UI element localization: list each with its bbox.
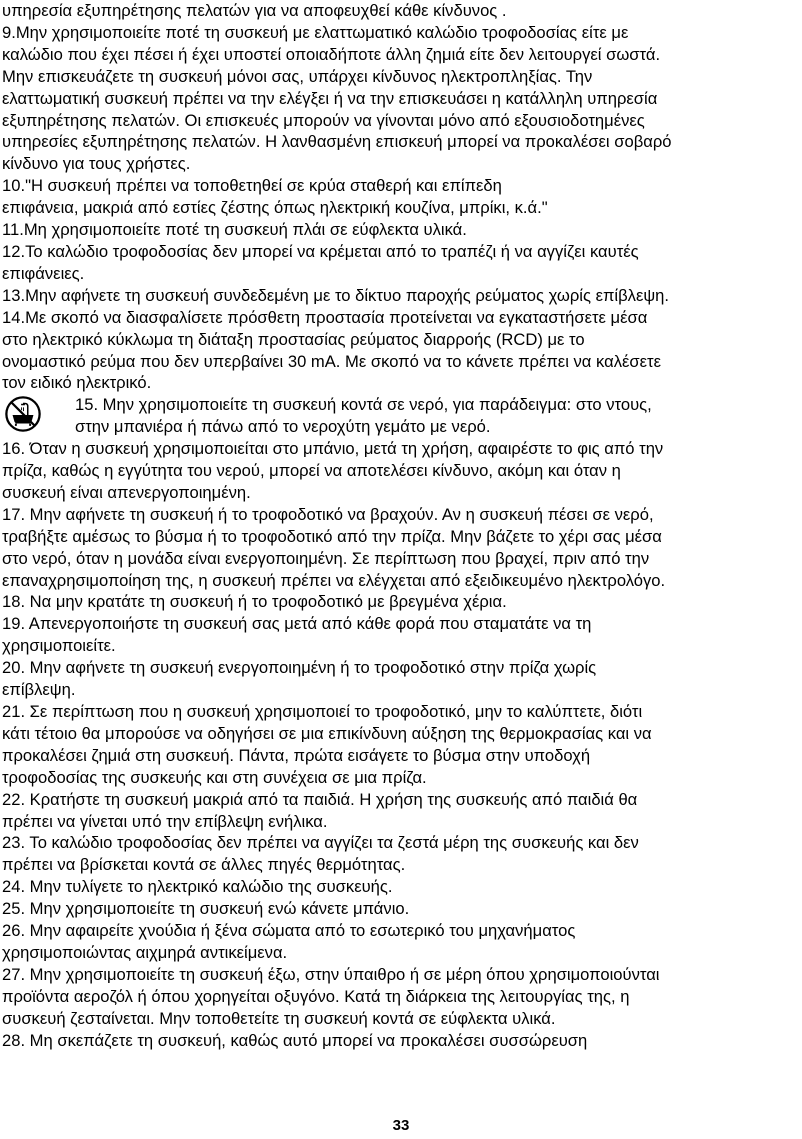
text-line: πρίζα, καθώς η εγγύτητα του νερού, μπορεί να αποτελέσει κίνδυνο, ακόμη και όταν η xyxy=(2,461,621,481)
text-line: 22. Κρατήστε τη συσκευή μακριά από τα παιδιά. Η χρήση της συσκευής από παιδιά θα xyxy=(2,789,638,809)
text-line: κάτι τέτοιο θα μπορούσε να οδηγήσει σε μια επικίνδυνη αύξηση της θερμοκρασίας και να xyxy=(2,723,652,743)
text-line: πρέπει να βρίσκεται κοντά σε άλλες πηγές θερμότητας. xyxy=(2,855,406,875)
text-line: χρησιμοποιώντας αιχμηρά αντικείμενα. xyxy=(2,942,288,962)
text-line: 27. Μην χρησιμοποιείτε τη συσκευή έξω, στην ύπαιθρο ή σε μέρη όπου χρησιμοποιούνται xyxy=(2,964,660,984)
text-line: 21. Σε περίπτωση που η συσκευή χρησιμοποιεί το τροφοδοτικό, μην το καλύπτετε, διότι xyxy=(2,701,643,721)
text-line: καλώδιο που έχει πέσει ή έχει υποστεί οποιαδήποτε άλλη ζημιά είτε δεν λειτουργεί σωστά. xyxy=(2,44,661,64)
text-line: επιφάνειες. xyxy=(2,263,85,283)
text-line: εξυπηρέτησης πελατών. Οι επισκευές μπορούν να γίνονται μόνο από εξουσιοδοτημένες xyxy=(2,110,645,130)
text-line: 11.Μη χρησιμοποιείτε ποτέ τη συσκευή πλάι σε εύφλεκτα υλικά. xyxy=(2,220,467,240)
text-line: 23. Το καλώδιο τροφοδοσίας δεν πρέπει να αγγίζει τα ζεστά μέρη της συσκευής και δεν xyxy=(2,833,639,853)
text-line: 25. Μην χρησιμοποιείτε τη συσκευή ενώ κάνετε μπάνιο. xyxy=(2,899,410,919)
text-line: επίβλεψη. xyxy=(2,680,76,700)
text-line: χρησιμοποιείτε. xyxy=(2,636,116,656)
text-block-bottom xyxy=(0,438,802,1051)
text-line: στο ηλεκτρικό κύκλωμα τη διάταξη προστασίας ρεύματος διαρροής (RCD) με το xyxy=(2,329,585,349)
text-line: 24. Μην τυλίγετε το ηλεκτρικό καλώδιο της συσκευής. xyxy=(2,877,393,897)
text-line: υπηρεσία εξυπηρέτησης πελατών για να αποφευχθεί κάθε κίνδυνος . xyxy=(2,1,507,20)
text-line: 10."Η συσκευή πρέπει να τοποθετηθεί σε κρύα σταθερή και επίπεδη xyxy=(2,176,502,196)
text-line: υπηρεσίες εξυπηρέτησης πελατών. Η λανθασμένη επισκευή μπορεί να προκαλέσει σοβαρό xyxy=(2,132,672,152)
text-line: επαναχρησιμοποίηση της, η συσκευή πρέπει να ελέγχεται από εξειδικευμένο ηλεκτρολόγο. xyxy=(2,570,666,590)
text-line: 15. Μην χρησιμοποιείτε τη συσκευή κοντά σε νερό, για παράδειγμα: στο ντους, xyxy=(75,395,652,415)
text-line: 17. Μην αφήνετε τη συσκευή ή το τροφοδοτικό να βραχούν. Αν η συσκευή πέσει σε νερό, xyxy=(2,504,654,524)
warning-item-15-text xyxy=(0,394,802,438)
text-line: συσκευή είναι απενεργοποιημένη. xyxy=(2,482,251,502)
text-line: 13.Μην αφήνετε τη συσκευή συνδεδεμένη με το δίκτυο παροχής ρεύματος χωρίς επίβλεψη. xyxy=(2,285,670,305)
text-line: 19. Απενεργοποιήστε τη συσκευή σας μετά από κάθε φορά που σταματάτε να τη xyxy=(2,614,592,634)
text-line: πρέπει να γίνεται υπό την επίβλεψη ενήλικα. xyxy=(2,811,328,831)
text-line: 26. Μην αφαιρείτε χνούδια ή ξένα σώματα από το εσωτερικό του μηχανήματος xyxy=(2,921,576,941)
text-line: 20. Μην αφήνετε τη συσκευή ενεργοποιημένη ή το τροφοδοτικό στην πρίζα χωρίς xyxy=(2,658,597,678)
text-line: τραβήξτε αμέσως το βύσμα ή το τροφοδοτικό από την πρίζα. Μην βάζετε το χέρι σας μέσα xyxy=(2,526,662,546)
text-line: κίνδυνο για τους χρήστες. xyxy=(2,154,191,174)
text-line: 28. Μη σκεπάζετε τη συσκευή, καθώς αυτό μπορεί να προκαλέσει συσσώρευση xyxy=(2,1030,588,1050)
page-number: 33 xyxy=(392,1117,410,1134)
text-line: 16. Όταν η συσκευή χρησιμοποιείται στο μπάνιο, μετά τη χρήση, αφαιρέστε το φις από την xyxy=(2,439,664,459)
text-line: τροφοδοσίας της συσκευής και στη συνέχεια σε μια πρίζα. xyxy=(2,767,427,787)
text-line: προϊόντα αεροζόλ ή όπου χορηγείται οξυγόνο. Κατά τη διάρκεια της λειτουργίας της, η xyxy=(2,986,630,1006)
text-line: ελαττωματική συσκευή πρέπει να την ελέγξει ή να την επισκευάσει η κατάλληλη υπηρεσία xyxy=(2,88,658,108)
text-line: προκαλέσει ζημιά στη συσκευή. Πάντα, πρώτα εισάγετε το βύσμα στην υποδοχή xyxy=(2,745,591,765)
text-line: ονομαστικό ρεύμα που δεν υπερβαίνει 30 mA. Με σκοπό να το κάνετε πρέπει να καλέσετε xyxy=(2,351,661,371)
no-bath-icon xyxy=(4,395,42,433)
text-line: Μην επισκευάζετε τη συσκευή μόνοι σας, υπάρχει κίνδυνος ηλεκτροπληξίας. Την xyxy=(2,66,593,86)
text-line: συσκευή ζεσταίνεται. Μην τοποθετείτε τη συσκευή κοντά σε εύφλεκτα υλικά. xyxy=(2,1008,556,1028)
warning-item-15 xyxy=(0,394,802,438)
text-line: επιφάνεια, μακριά από εστίες ζέστης όπως ηλεκτρική κουζίνα, μπρίκι, κ.ά." xyxy=(2,198,548,218)
text-line: στο νερό, όταν η μονάδα είναι ενεργοποιημένη. Σε περίπτωση που βραχεί, πριν από την xyxy=(2,548,650,568)
text-line: 18. Να μην κρατάτε τη συσκευή ή το τροφοδοτικό με βρεγμένα χέρια. xyxy=(2,592,507,612)
text-line: στην μπανιέρα ή πάνω από το νεροχύτη γεμάτο με νερό. xyxy=(75,417,491,437)
text-line: 14.Με σκοπό να διασφαλίσετε πρόσθετη προστασία προτείνεται να εγκαταστήσετε μέσα xyxy=(2,307,648,327)
text-line: 9.Μην χρησιμοποιείτε ποτέ τη συσκευή με ελαττωματικό καλώδιο τροφοδοσίας είτε με xyxy=(2,22,629,42)
text-block-top xyxy=(0,0,802,394)
text-line: τον ειδικό ηλεκτρικό. xyxy=(2,373,152,393)
text-line: 12.Το καλώδιο τροφοδοσίας δεν μπορεί να κρέμεται από το τραπέζι ή να αγγίζει καυτές xyxy=(2,241,639,261)
